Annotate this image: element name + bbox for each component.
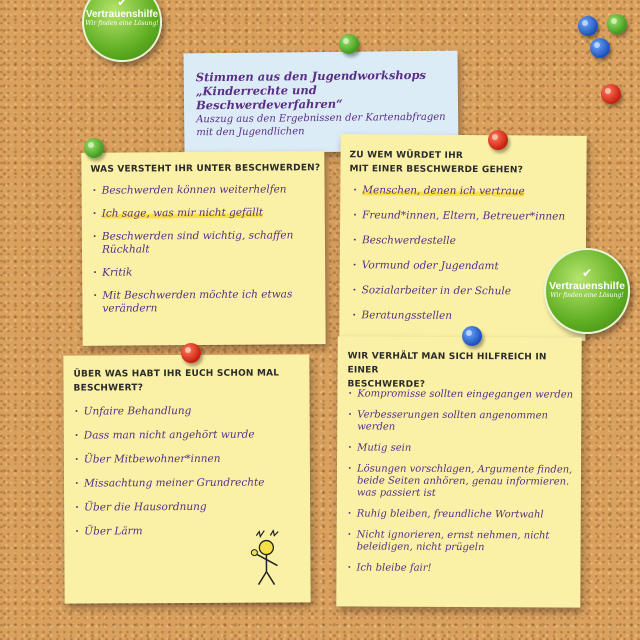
note-heading: WAS VERSTEHT IHR UNTER BESCHWERDEN? (90, 163, 321, 175)
badge-check-icon: ✔ (581, 266, 593, 280)
list-item (362, 184, 580, 199)
green-pin-icon (339, 34, 359, 54)
list-item: · Sozialarbeiter in der Schule (362, 284, 580, 299)
note-list (84, 404, 303, 538)
list-item: · Kompromisse sollten eingegangen werden (357, 388, 575, 401)
list-item: · Verbesserungen sollten angenommen werden (357, 409, 575, 434)
green-pin-icon (84, 138, 104, 158)
list-item: · Missachtung meiner Grundrechte (84, 476, 302, 490)
list-item: · Ruhig bleiben, freundliche Wortwahl (357, 508, 575, 521)
badge-tagline: Wir finden eine Lösung! (550, 292, 624, 299)
note-list (356, 388, 575, 575)
list-item: · Lösungen vorschlagen, Argumente finden, beide Seiten anhören, genau informieren. was passiert ist (357, 463, 575, 500)
note-heading: ZU WEM WÜRDET IHR MIT EINER BESCHWERDE GEHEN? (349, 150, 524, 176)
highlighted-text: Menschen, denen ich vertraue (362, 184, 525, 198)
note-list (102, 183, 317, 315)
list-item: · Nicht ignorieren, ernst nehmen, nicht beleidigen, nicht prügeln (357, 529, 575, 554)
list-item: · Beschwerden können weiterhelfen (102, 183, 316, 197)
badge-tagline: Wir finden eine Lösung! (85, 20, 159, 27)
title-line-2: „Kinderrechte und Beschwerdeverfahren“ (195, 83, 343, 113)
note-ueber-was (63, 354, 310, 603)
note-heading: WIR VERHÄLT MAN SICH HILFREICH IN EINER BESCHWERDE? (347, 351, 547, 390)
list-item: · Kritik (102, 265, 316, 279)
list-item: · Beschwerdestelle (362, 234, 580, 249)
list-item: · Dass man nicht angehört wurde (84, 428, 302, 442)
list-item: · Über Lärm (84, 524, 302, 538)
list-item: · Über die Hausordnung (84, 500, 302, 514)
red-pin-icon (181, 343, 201, 363)
blue-pin-icon (462, 326, 482, 346)
list-item: · Mit Beschwerden möchte ich etwas verändern (102, 288, 316, 315)
list-item: · Über Mitbewohner*innen (84, 452, 302, 466)
list-item: · Vormund oder Jugendamt (362, 259, 580, 274)
highlighted-text: Ich sage, was mir nicht gefällt (101, 206, 264, 220)
list-item (102, 206, 316, 220)
title-subtitle: Auszug aus den Ergebnissen der Kartenabfragen mit den Jugendlichen (196, 111, 446, 139)
list-item: · Beratungsstellen (361, 309, 579, 324)
badge-check-icon: ✔ (117, 0, 127, 9)
list-item: · Freund*innen, Eltern, Betreuer*innen (362, 209, 580, 224)
list-item: · Beschwerden sind wichtig, schaffen Rückhalt (102, 229, 316, 256)
red-pin-icon (488, 130, 508, 150)
blue-pin-icon (578, 16, 598, 36)
blue-pin-icon (590, 38, 610, 58)
list-item: · Mutig sein (357, 442, 575, 455)
badge-name: Vertrauenshilfe (549, 280, 625, 292)
note-was-versteht-ihr (81, 151, 325, 346)
note-heading: ÜBER WAS HABT IHR EUCH SCHON MAL BESCHWERT? (73, 368, 280, 394)
angry-figure-icon (246, 529, 286, 589)
note-hilfreich (336, 336, 581, 607)
vertrauenshilfe-badge-right (544, 248, 630, 334)
list-item: · Unfaire Behandlung (84, 404, 302, 418)
list-item: · Ich bleibe fair! (356, 562, 574, 575)
red-pin-icon (601, 84, 621, 104)
title-line-1: Stimmen aus den Jugendworkshops (195, 67, 426, 85)
green-pin-icon (607, 14, 627, 34)
badge-name: Vertrauenshilfe (85, 9, 159, 20)
